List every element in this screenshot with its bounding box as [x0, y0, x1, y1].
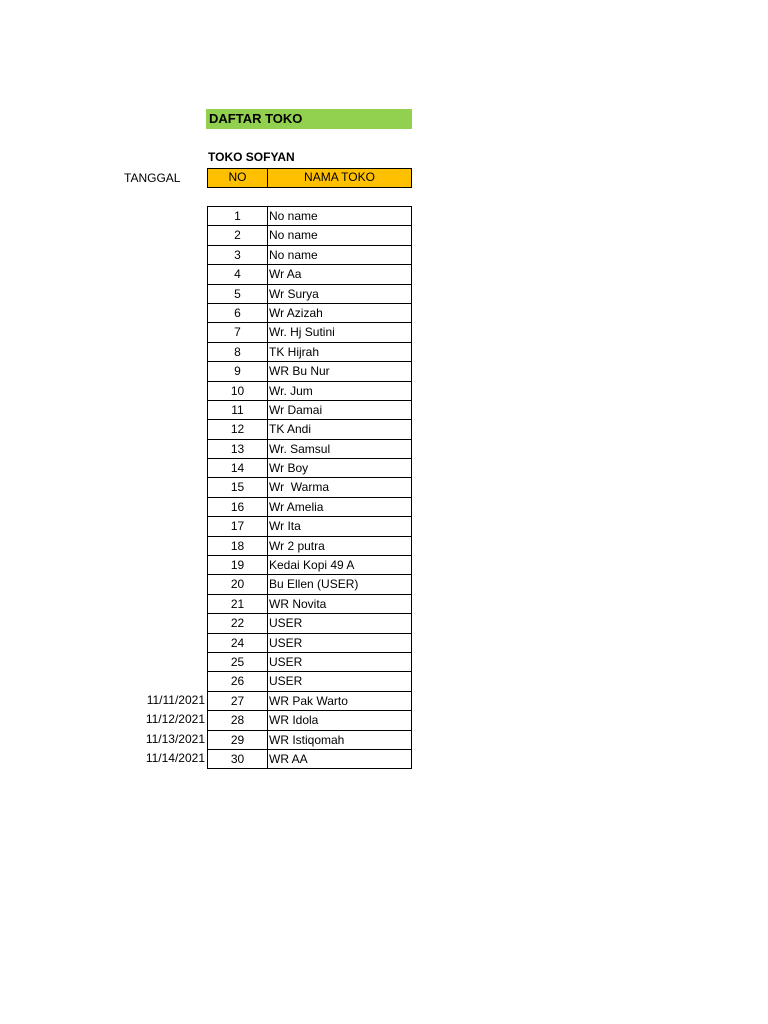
- date-cell: 11/14/2021: [145, 751, 205, 766]
- row-number: 7: [208, 323, 268, 341]
- row-number: 22: [208, 614, 268, 632]
- row-number: 27: [208, 692, 268, 710]
- table-row: [208, 226, 412, 245]
- date-cell: 11/13/2021: [145, 731, 205, 746]
- row-number: 3: [208, 246, 268, 264]
- row-number: 26: [208, 672, 268, 690]
- table-row: [208, 537, 412, 556]
- row-number: 24: [208, 634, 268, 652]
- store-name: USER: [268, 653, 412, 671]
- row-number: 12: [208, 420, 268, 438]
- store-name: Wr Damai: [268, 401, 412, 419]
- row-number: 14: [208, 459, 268, 477]
- row-number: 25: [208, 653, 268, 671]
- row-number: 10: [208, 382, 268, 400]
- store-name: Wr 2 putra: [268, 537, 412, 555]
- table-row: [208, 575, 412, 594]
- store-name: Wr. Hj Sutini: [268, 323, 412, 341]
- store-name: Wr. Jum: [268, 382, 412, 400]
- row-number: 8: [208, 343, 268, 361]
- store-name: TK Hijrah: [268, 343, 412, 361]
- store-name: WR Bu Nur: [268, 362, 412, 380]
- row-number: 17: [208, 517, 268, 535]
- tanggal-column-header: TANGGAL: [124, 171, 181, 185]
- sheet-title: DAFTAR TOKO: [206, 109, 412, 129]
- table-row: [208, 634, 412, 653]
- table-row: [208, 692, 412, 711]
- store-owner-label: TOKO SOFYAN: [208, 150, 295, 164]
- store-name: No name: [268, 246, 412, 264]
- store-name: WR Novita: [268, 595, 412, 613]
- store-name: TK Andi: [268, 420, 412, 438]
- store-name: USER: [268, 634, 412, 652]
- store-name: WR AA: [268, 750, 412, 768]
- store-name: USER: [268, 672, 412, 690]
- row-number: 2: [208, 226, 268, 244]
- store-name: Bu Ellen (USER): [268, 575, 412, 593]
- table-row: [208, 362, 412, 381]
- row-number: 11: [208, 401, 268, 419]
- table-row: [208, 517, 412, 536]
- table-row: [208, 672, 412, 691]
- table-row: [208, 459, 412, 478]
- store-name: Wr Boy: [268, 459, 412, 477]
- row-number: 15: [208, 478, 268, 496]
- tanggal-column: [100, 691, 206, 769]
- row-number: 18: [208, 537, 268, 555]
- row-number: 20: [208, 575, 268, 593]
- table-row: [208, 420, 412, 439]
- row-number: 1: [208, 207, 268, 225]
- row-number: 13: [208, 440, 268, 458]
- row-number: 21: [208, 595, 268, 613]
- table-row: [208, 382, 412, 401]
- row-number: 9: [208, 362, 268, 380]
- store-name: No name: [268, 226, 412, 244]
- table-row: [208, 711, 412, 730]
- store-name: WR Istiqomah: [268, 731, 412, 749]
- store-name: Kedai Kopi 49 A: [268, 556, 412, 574]
- store-name: Wr Warma: [268, 478, 412, 496]
- store-name: Wr Azizah: [268, 304, 412, 322]
- table-row: [208, 304, 412, 323]
- store-name: WR Pak Warto: [268, 692, 412, 710]
- row-number: 28: [208, 711, 268, 729]
- store-name: WR Idola: [268, 711, 412, 729]
- row-number: 16: [208, 498, 268, 516]
- table-row: [208, 498, 412, 517]
- store-table: [207, 206, 412, 769]
- row-number: 29: [208, 731, 268, 749]
- store-name: USER: [268, 614, 412, 632]
- row-number: 19: [208, 556, 268, 574]
- table-row: [208, 265, 412, 284]
- table-row: [208, 246, 412, 265]
- table-row: [208, 614, 412, 633]
- row-number: 30: [208, 750, 268, 768]
- row-number: 6: [208, 304, 268, 322]
- store-name: Wr. Samsul: [268, 440, 412, 458]
- date-cell: 11/11/2021: [146, 693, 205, 707]
- nama-toko-column-header: NAMA TOKO: [267, 168, 412, 188]
- store-name: Wr Amelia: [268, 498, 412, 516]
- table-row: [208, 440, 412, 459]
- table-row: [208, 556, 412, 575]
- store-name: Wr Aa: [268, 265, 412, 283]
- store-name: Wr Surya: [268, 285, 412, 303]
- no-column-header: NO: [207, 168, 268, 188]
- table-row: [208, 595, 412, 614]
- table-row: [208, 731, 412, 750]
- table-row: [208, 323, 412, 342]
- date-cell: 11/12/2021: [145, 712, 205, 727]
- row-number: 5: [208, 285, 268, 303]
- row-number: 4: [208, 265, 268, 283]
- table-row: [208, 207, 412, 226]
- table-row: [208, 653, 412, 672]
- table-row: [208, 401, 412, 420]
- table-row: [208, 285, 412, 304]
- table-row: [208, 343, 412, 362]
- store-name: Wr Ita: [268, 517, 412, 535]
- table-row: [208, 750, 412, 769]
- table-row: [208, 478, 412, 497]
- store-name: No name: [268, 207, 412, 225]
